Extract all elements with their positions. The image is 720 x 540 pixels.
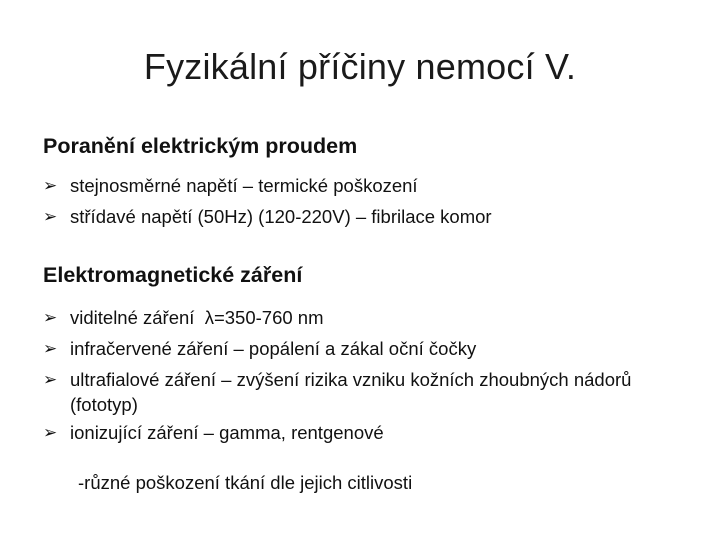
right-arrow-bullet-icon: ➢ (43, 176, 58, 195)
list-item: ➢ střídavé napětí (50Hz) (120-220V) – fibrilace komor (43, 201, 693, 232)
bullet-list-electric (43, 170, 693, 232)
slide-title: Fyzikální příčiny nemocí V. (143, 46, 577, 87)
section-heading-electromagnetic: Elektromagnetické záření (43, 263, 303, 287)
section-heading-electric: Poranění elektrickým proudem (43, 134, 358, 158)
right-arrow-bullet-icon: ➢ (43, 308, 58, 327)
list-item: ➢ stejnosměrné napětí – termické poškození (43, 170, 693, 201)
right-arrow-bullet-icon: ➢ (43, 339, 58, 358)
right-arrow-bullet-icon: ➢ (43, 207, 58, 226)
continuation-note: -různé poškození tkání dle jejich citlivosti (78, 472, 413, 493)
list-item: ➢ ionizující záření – gamma, rentgenové (43, 417, 693, 448)
right-arrow-bullet-icon: ➢ (43, 370, 58, 389)
right-arrow-bullet-icon: ➢ (43, 423, 58, 442)
list-item: ➢ ultrafialové záření – zvýšení rizika vzniku kožních zhoubných nádorů (fototyp) (43, 364, 693, 417)
list-item: ➢ viditelné záření λ=350-760 nm (43, 302, 693, 333)
list-item: ➢ infračervené záření – popálení a zákal oční čočky (43, 333, 693, 364)
bullet-list-electromagnetic (43, 302, 693, 448)
